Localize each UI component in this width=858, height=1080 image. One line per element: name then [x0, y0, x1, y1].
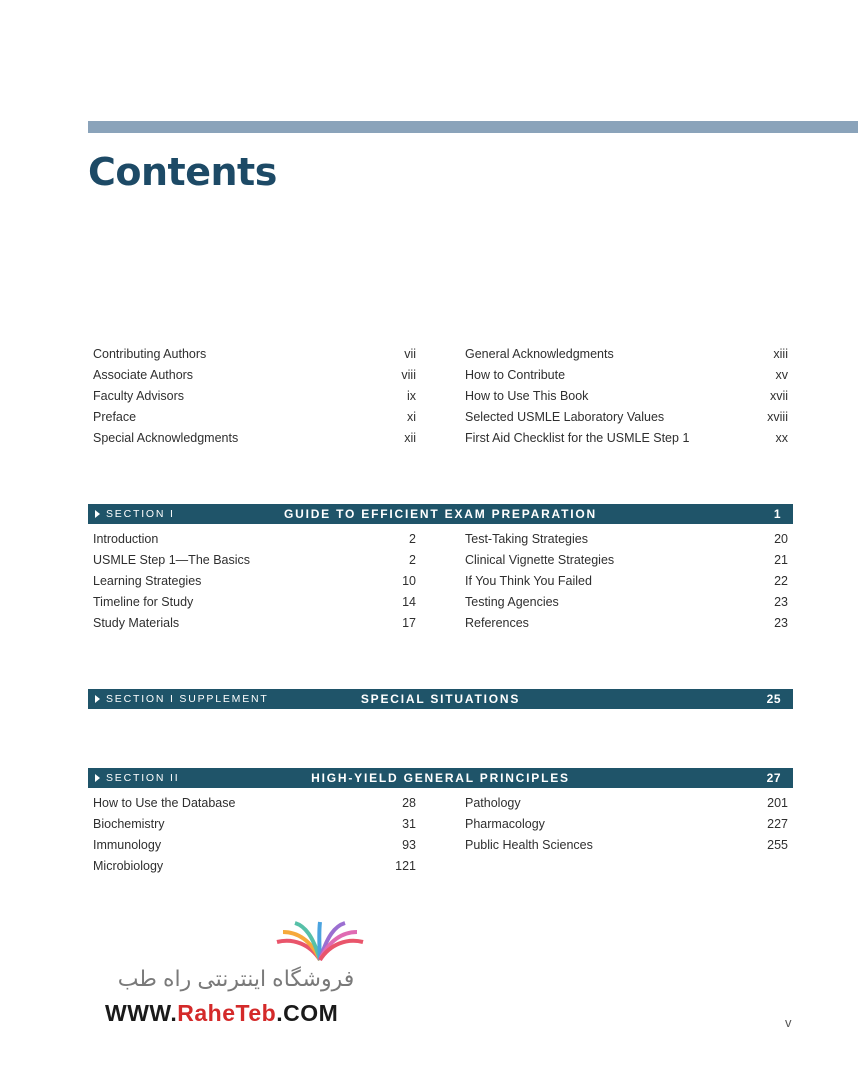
- toc-entry-page: xi: [406, 410, 416, 424]
- section-1-header[interactable]: [88, 504, 793, 524]
- toc-row[interactable]: [465, 347, 788, 368]
- section-title: SPECIAL SITUATIONS: [360, 692, 521, 706]
- section-page: 25: [766, 692, 781, 706]
- toc-entry-label: Biochemistry: [93, 817, 165, 831]
- toc-row[interactable]: [93, 410, 416, 431]
- section-title: HIGH-YIELD GENERAL PRINCIPLES: [311, 771, 570, 785]
- toc-entry-page: xviii: [767, 410, 788, 424]
- toc-entry-label: Public Health Sciences: [465, 838, 593, 852]
- toc-entry-label: Microbiology: [93, 859, 164, 873]
- toc-entry-page: 2: [409, 532, 416, 546]
- section-page: 27: [766, 771, 781, 785]
- toc-row[interactable]: [465, 595, 788, 616]
- toc-row[interactable]: [465, 410, 788, 431]
- page-number: v: [785, 1015, 792, 1030]
- watermark: [105, 920, 370, 1030]
- toc-entry-page: 22: [774, 574, 788, 588]
- toc-entry-label: Testing Agencies: [465, 595, 559, 609]
- toc-entry-page: xvii: [769, 389, 788, 403]
- toc-entry-page: xii: [404, 431, 416, 445]
- toc-row[interactable]: [93, 553, 416, 574]
- watermark-url: [105, 1000, 338, 1027]
- url-prefix: WWW.: [105, 1000, 178, 1026]
- toc-entry-page: 21: [774, 553, 788, 567]
- toc-entry-page: viii: [401, 368, 416, 382]
- toc-row[interactable]: [93, 616, 416, 637]
- toc-entry-page: 20: [774, 532, 788, 546]
- toc-row[interactable]: [93, 796, 416, 817]
- toc-entry-label: References: [465, 616, 529, 630]
- toc-row[interactable]: [93, 574, 416, 595]
- toc-entry-page: 31: [402, 817, 416, 831]
- section-title: GUIDE TO EFFICIENT EXAM PREPARATION: [283, 507, 597, 521]
- toc-entry-label: Introduction: [93, 532, 159, 546]
- top-rule: [88, 121, 858, 133]
- section-2-left-column: [93, 796, 416, 880]
- toc-row[interactable]: [465, 389, 788, 410]
- toc-entry-page: 2: [409, 553, 416, 567]
- toc-entry-page: ix: [406, 389, 416, 403]
- toc-row[interactable]: [465, 368, 788, 389]
- toc-row[interactable]: [93, 431, 416, 452]
- toc-entry-label: Study Materials: [93, 616, 180, 630]
- section-label: SECTION I: [106, 508, 175, 520]
- toc-row[interactable]: [93, 859, 416, 880]
- section-2-toc: [93, 796, 788, 880]
- toc-entry-page: 14: [402, 595, 416, 609]
- toc-row[interactable]: [465, 796, 788, 817]
- toc-entry-page: xx: [775, 431, 788, 445]
- toc-entry-page: 93: [402, 838, 416, 852]
- toc-row[interactable]: [465, 431, 788, 452]
- toc-entry-page: xiii: [773, 347, 788, 361]
- section-1-toc: [93, 532, 788, 637]
- toc-entry-label: How to Use This Book: [465, 389, 589, 403]
- toc-entry-page: vii: [404, 347, 416, 361]
- section-page: 1: [773, 507, 781, 521]
- toc-entry-page: 17: [402, 616, 416, 630]
- watermark-persian-text: فروشگاه اینترنتی راه طب: [117, 966, 355, 991]
- toc-entry-page: 227: [767, 817, 788, 831]
- page-title: Contents: [88, 150, 277, 194]
- toc-entry-page: 201: [767, 796, 788, 810]
- front-matter-left-column: [93, 347, 416, 452]
- section-1-left-column: [93, 532, 416, 637]
- toc-row[interactable]: [465, 574, 788, 595]
- toc-entry-label: Learning Strategies: [93, 574, 202, 588]
- toc-entry-label: Test-Taking Strategies: [465, 532, 588, 546]
- toc-row[interactable]: [93, 817, 416, 838]
- toc-entry-label: Immunology: [93, 838, 162, 852]
- toc-entry-label: Clinical Vignette Strategies: [465, 553, 615, 567]
- toc-row[interactable]: [465, 532, 788, 553]
- toc-row[interactable]: [93, 838, 416, 859]
- toc-entry-page: xv: [775, 368, 788, 382]
- toc-entry-label: Selected USMLE Laboratory Values: [465, 410, 665, 424]
- toc-row[interactable]: [93, 347, 416, 368]
- toc-entry-label: Pathology: [465, 796, 521, 810]
- toc-entry-label: Contributing Authors: [93, 347, 207, 361]
- toc-entry-label: Timeline for Study: [93, 595, 194, 609]
- section-label: SECTION II: [106, 772, 180, 784]
- toc-row[interactable]: [465, 817, 788, 838]
- toc-row[interactable]: [93, 532, 416, 553]
- toc-entry-label: Pharmacology: [465, 817, 545, 831]
- section-1-supplement-header[interactable]: [88, 689, 793, 709]
- toc-entry-page: 23: [774, 595, 788, 609]
- toc-entry-label: How to Contribute: [465, 368, 566, 382]
- toc-entry-page: 28: [402, 796, 416, 810]
- toc-row[interactable]: [93, 389, 416, 410]
- toc-row[interactable]: [465, 616, 788, 637]
- toc-entry-label: USMLE Step 1—The Basics: [93, 553, 251, 567]
- toc-row[interactable]: [465, 838, 788, 859]
- toc-row[interactable]: [465, 553, 788, 574]
- toc-entry-page: 121: [395, 859, 416, 873]
- toc-row[interactable]: [93, 595, 416, 616]
- toc-entry-label: First Aid Checklist for the USMLE Step 1: [465, 431, 690, 445]
- toc-entry-label: Faculty Advisors: [93, 389, 185, 403]
- section-label: SECTION I SUPPLEMENT: [106, 693, 269, 705]
- toc-entry-label: Preface: [93, 410, 137, 424]
- front-matter-right-column: [465, 347, 788, 452]
- toc-entry-label: General Acknowledgments: [465, 347, 614, 361]
- front-matter-toc: [93, 347, 788, 452]
- toc-entry-page: 23: [774, 616, 788, 630]
- url-brand: RaheTeb: [177, 1000, 277, 1026]
- url-suffix: .COM: [276, 1000, 339, 1026]
- toc-entry-label: If You Think You Failed: [465, 574, 592, 588]
- toc-entry-page: 10: [402, 574, 416, 588]
- toc-entry-page: 255: [767, 838, 788, 852]
- toc-entry-label: Associate Authors: [93, 368, 194, 382]
- open-book-icon: [275, 920, 365, 964]
- toc-row[interactable]: [93, 368, 416, 389]
- toc-entry-label: How to Use the Database: [93, 796, 236, 810]
- section-2-right-column: [465, 796, 788, 880]
- section-1-right-column: [465, 532, 788, 637]
- toc-entry-label: Special Acknowledgments: [93, 431, 239, 445]
- section-2-header[interactable]: [88, 768, 793, 788]
